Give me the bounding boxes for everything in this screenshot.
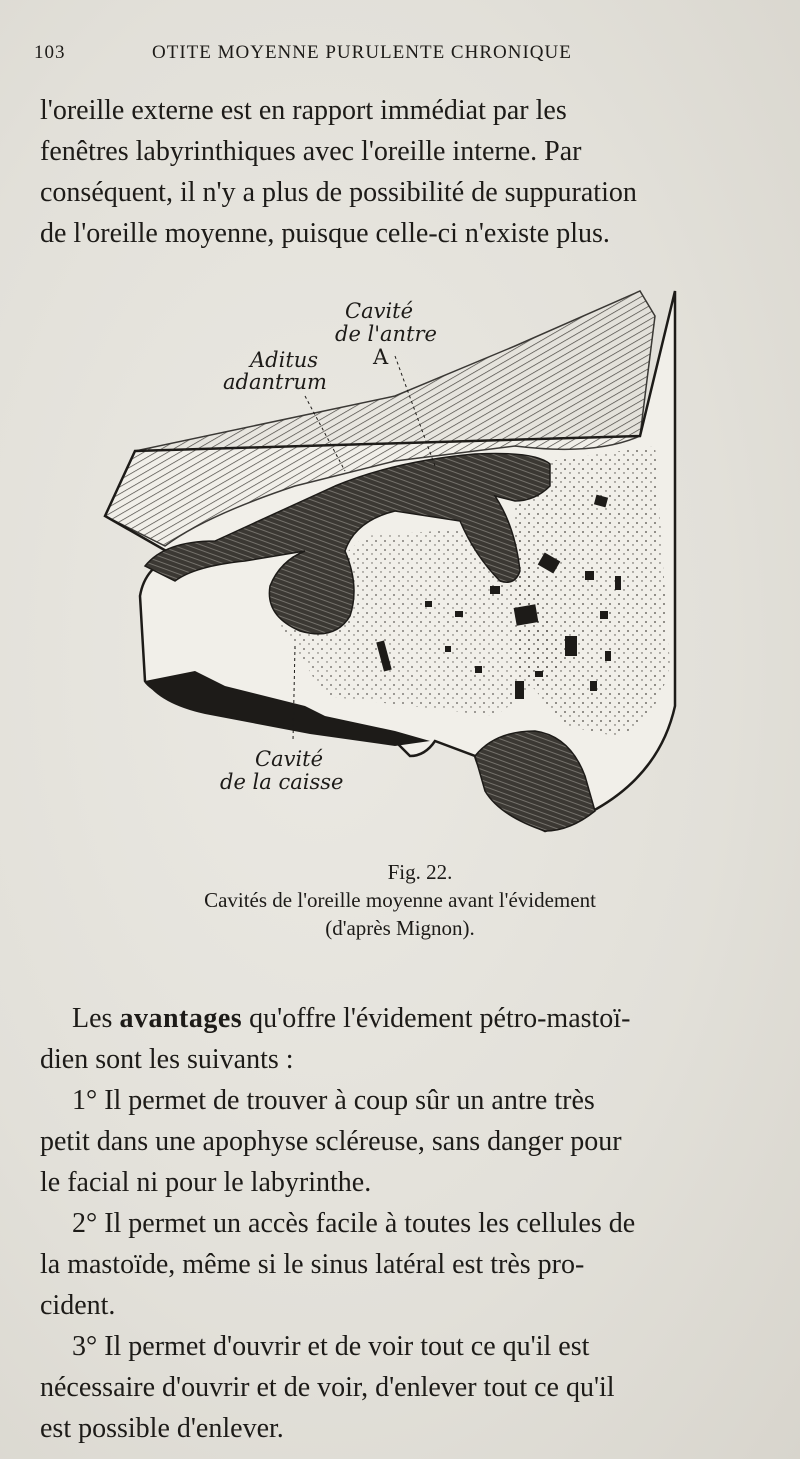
text-run: Les: [72, 1003, 120, 1034]
body-line: 1° Il permet de trouver à coup sûr un antre très: [72, 1085, 595, 1116]
label-cavite-caisse: [255, 748, 323, 770]
caption-line: (d'après Mignon).: [325, 916, 475, 940]
body-line: la mastoïde, même si le sinus latéral est très pro-: [40, 1249, 585, 1280]
intro-line: l'oreille externe est en rapport immédiat par les: [40, 95, 567, 126]
caption-line: Cavités de l'oreille moyenne avant l'évidement: [204, 888, 596, 912]
label-adantrum: [223, 371, 327, 393]
label-text: A: [373, 345, 389, 369]
body-line: petit dans une apophyse scléreuse, sans danger pour: [40, 1126, 622, 1157]
figure-caption: [80, 858, 720, 942]
paragraph-first-line: [40, 998, 752, 1039]
body-line: dien sont les suivants :: [40, 1044, 294, 1075]
intro-line: fenêtres labyrinthiques avec l'oreille interne. Par: [40, 136, 582, 167]
intro-line: conséquent, il n'y a plus de possibilité de suppuration: [40, 177, 637, 208]
text-run: qu'offre l'évidement pétro-mastoï-: [242, 1003, 631, 1034]
label-de-la-caisse: [220, 771, 343, 793]
label-cavite-antre: [345, 300, 413, 322]
body-line: 2° Il permet un accès facile à toutes les cellules de: [72, 1208, 636, 1239]
figure-number: Fig. 22.: [387, 860, 453, 884]
body-text: [40, 998, 752, 1449]
label-text: adantrum: [223, 370, 327, 394]
ear-cavities-engraving: [95, 286, 695, 846]
running-head: [34, 42, 734, 72]
anatomical-figure: [95, 286, 695, 846]
label-text: Cavité: [255, 747, 324, 771]
intro-paragraph: [40, 90, 752, 254]
label-text: de l'antre: [335, 322, 437, 346]
page-number: 103: [34, 42, 66, 63]
intro-line: de l'oreille moyenne, puisque celle-ci n'existe plus.: [40, 218, 610, 249]
label-aditus: [250, 349, 318, 371]
body-line: nécessaire d'ouvrir et de voir, d'enlever tout ce qu'il: [40, 1372, 615, 1403]
bold-term: avantages: [119, 1003, 243, 1034]
label-text: Aditus: [250, 348, 319, 372]
running-head-title: OTITE MOYENNE PURULENTE CHRONIQUE: [152, 42, 572, 63]
body-line: 3° Il permet d'ouvrir et de voir tout ce qu'il est: [72, 1331, 590, 1362]
label-antre-letter: [373, 346, 388, 368]
label-text: de la caisse: [220, 770, 344, 794]
label-text: Cavité: [345, 299, 414, 323]
body-line: le facial ni pour le labyrinthe.: [40, 1167, 372, 1198]
body-line: cident.: [40, 1290, 116, 1321]
body-line: est possible d'enlever.: [40, 1413, 284, 1444]
label-de-lantre: [335, 323, 437, 345]
